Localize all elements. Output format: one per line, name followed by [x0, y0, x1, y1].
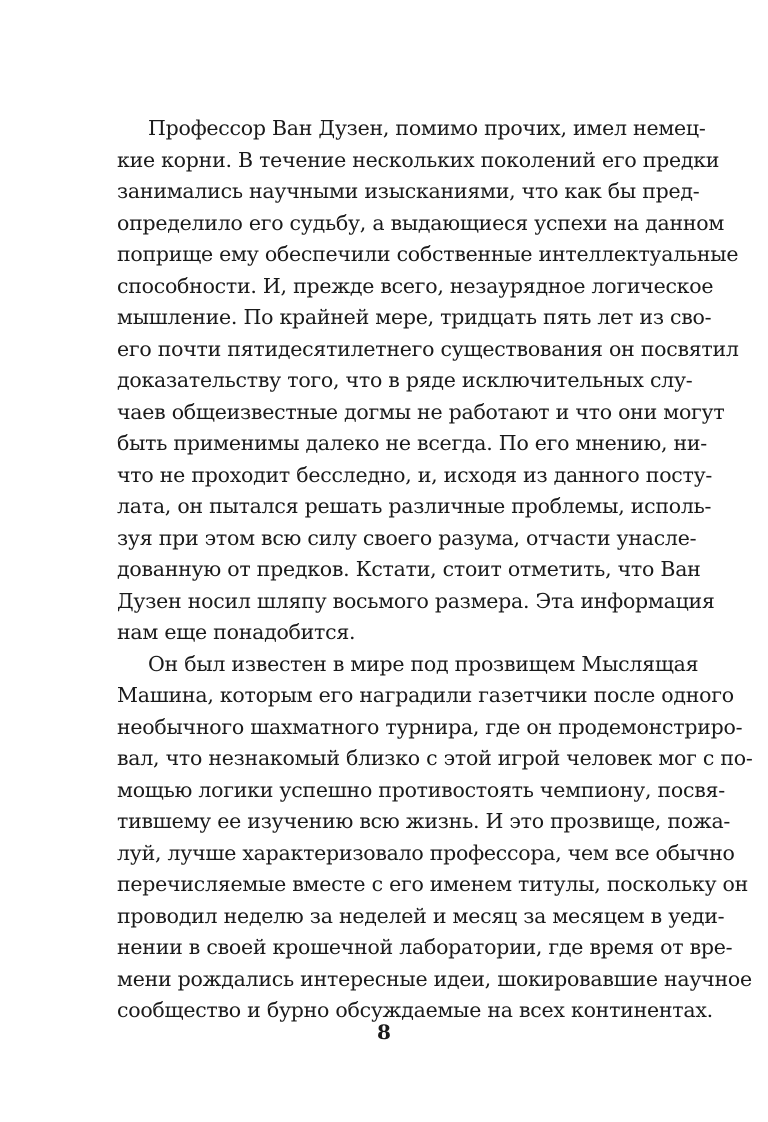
text-line: необычного шахматного турнира, где он продемонстриро- [117, 714, 743, 739]
page-number: 8 [377, 1020, 391, 1044]
text-line: Он был известен в мире под прозвищем Мыслящая [148, 651, 699, 676]
paragraph-2 [117, 649, 753, 1027]
text-line: нам еще понадобится. [117, 620, 356, 644]
text-line: сообщество и бурно обсуждаемые на всех континентах. [117, 998, 713, 1022]
text-line: мощью логики успешно противостоять чемпиону, посвя- [117, 777, 725, 802]
text-line: кие корни. В течение нескольких поколений его предки [117, 147, 720, 172]
text-line: мени рождались интересные идеи, шокировавшие научное [117, 966, 752, 991]
text-line: способности. И, прежде всего, незаурядное логическое [117, 273, 714, 298]
text-line: проводил неделю за неделей и месяц за месяцем в уеди- [117, 903, 725, 928]
text-line: быть применимы далеко не всегда. По его мнению, ни- [117, 431, 707, 455]
text-line: занимались научными изысканиями, что как бы пред- [117, 179, 700, 203]
text-line: вал, что незнакомый близко с этой игрой человек мог с по- [117, 746, 753, 770]
text-line: перечисляемые вместе с его именем титулы, поскольку он [117, 872, 749, 896]
text-line: тившему ее изучению всю жизнь. И это прозвище, пожа- [117, 809, 731, 833]
text-line: что не проходит бесследно, и, исходя из данного посту- [117, 462, 713, 487]
text-line: доказательству того, что в ряде исключительных слу- [117, 368, 693, 392]
body-text [117, 113, 753, 1027]
text-line: его почти пятидесятилетнего существования он посвятил [117, 336, 739, 361]
text-line: Машина, которым его наградили газетчики после одного [117, 683, 734, 707]
text-line: поприще ему обеспечили собственные интеллектуальные [117, 242, 739, 266]
text-line: зуя при этом всю силу своего разума, отчасти унасле- [117, 525, 697, 550]
text-line: чаев общеизвестные догмы не работают и что они могут [117, 399, 725, 424]
text-line: Профессор Ван Дузен, помимо прочих, имел немец- [148, 116, 706, 140]
text-line: луй, лучше характеризовало профессора, чем все обычно [117, 840, 735, 865]
text-line: дованную от предков. Кстати, стоит отметить, что Ван [117, 557, 701, 581]
text-line: нении в своей крошечной лаборатории, где время от вре- [117, 935, 733, 959]
paragraph-1 [117, 113, 739, 649]
text-line: лата, он пытался решать различные проблемы, исполь- [117, 494, 712, 518]
text-line: Дузен носил шляпу восьмого размера. Эта информация [117, 588, 715, 613]
text-line: мышление. По крайней мере, тридцать пять лет из сво- [117, 305, 712, 329]
text-line: определило его судьбу, а выдающиеся успехи на данном [117, 210, 725, 235]
